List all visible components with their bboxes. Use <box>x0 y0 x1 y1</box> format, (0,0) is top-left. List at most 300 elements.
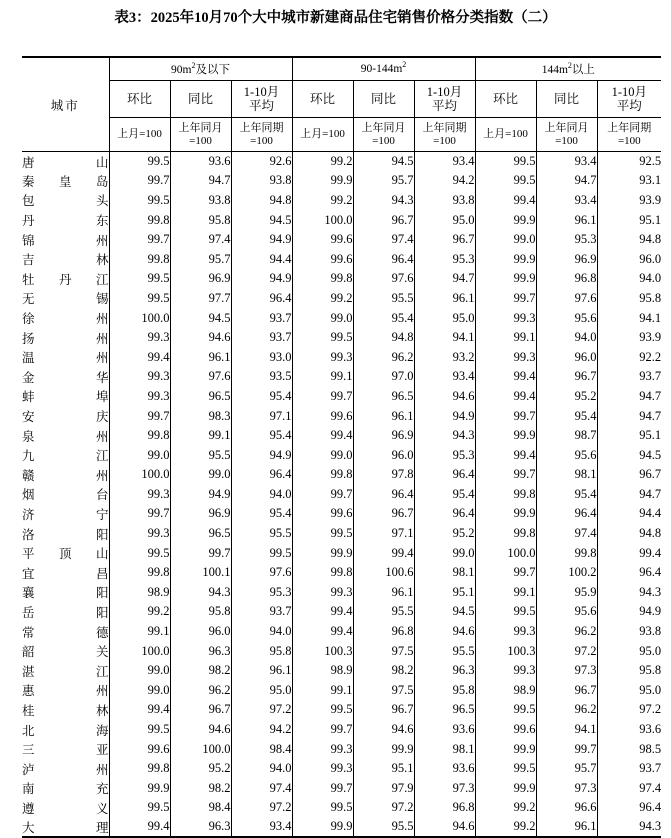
value-cell: 96.2 <box>353 347 414 367</box>
table-row <box>22 328 661 348</box>
value-cell: 96.4 <box>597 798 661 818</box>
group-label-sup-1: 2 <box>402 60 407 70</box>
value-cell: 99.0 <box>109 681 170 701</box>
value-cell: 99.5 <box>109 798 170 818</box>
city-name-cell: 济宁 <box>22 507 109 522</box>
table-row <box>22 289 661 309</box>
unit-g0-mom <box>109 118 170 152</box>
value-cell: 96.3 <box>414 661 475 681</box>
value-cell: 93.9 <box>597 328 661 348</box>
value-cell: 96.4 <box>597 563 661 583</box>
value-cell: 94.9 <box>414 406 475 426</box>
value-cell: 94.2 <box>414 171 475 191</box>
value-cell: 99.8 <box>475 485 536 505</box>
value-cell: 93.7 <box>597 367 661 387</box>
table-row <box>22 700 661 720</box>
value-cell: 99.8 <box>109 563 170 583</box>
value-cell: 95.6 <box>536 308 597 328</box>
value-cell: 99.3 <box>109 328 170 348</box>
value-cell: 96.0 <box>353 445 414 465</box>
value-cell: 99.3 <box>292 739 353 759</box>
value-cell: 95.5 <box>170 445 231 465</box>
unit-g0-yoy <box>170 118 231 152</box>
value-cell: 97.5 <box>353 681 414 701</box>
value-cell: 97.4 <box>353 230 414 250</box>
value-cell: 94.6 <box>414 622 475 642</box>
city-name-cell: 唐山 <box>22 155 109 170</box>
value-cell: 99.9 <box>109 779 170 799</box>
group-label-sup-2: 2 <box>567 61 572 71</box>
value-cell: 96.4 <box>353 249 414 269</box>
value-cell: 93.5 <box>231 367 292 387</box>
value-cell: 94.3 <box>414 426 475 446</box>
table-row <box>22 818 661 838</box>
value-cell: 96.7 <box>536 367 597 387</box>
table-row <box>22 720 661 740</box>
city-name-cell: 赣州 <box>22 468 109 483</box>
value-cell: 99.9 <box>475 249 536 269</box>
value-cell: 95.4 <box>231 387 292 407</box>
subheader-g1-avg-l2: 平均 <box>432 99 458 113</box>
header-group-row <box>22 57 661 81</box>
subheader-g2-avg-l1: 1-10月 <box>611 85 647 99</box>
value-cell: 93.1 <box>597 171 661 191</box>
value-cell: 99.5 <box>292 700 353 720</box>
value-cell: 93.2 <box>414 347 475 367</box>
unit-g1-avg-l1: 上年同期 <box>422 121 467 134</box>
value-cell: 96.5 <box>170 387 231 407</box>
city-name-cell: 北海 <box>22 723 109 738</box>
value-cell: 97.4 <box>231 779 292 799</box>
value-cell: 98.7 <box>536 426 597 446</box>
value-cell: 99.8 <box>109 426 170 446</box>
subheader-g0-yoy-l1: 同比 <box>187 92 213 106</box>
value-cell: 99.0 <box>170 465 231 485</box>
value-cell: 95.8 <box>597 661 661 681</box>
table-row <box>22 426 661 446</box>
value-cell: 96.0 <box>597 249 661 269</box>
subheader-g1-yoy <box>353 81 414 118</box>
value-cell: 99.5 <box>475 171 536 191</box>
unit-g0-avg-l2: =100 <box>250 134 273 147</box>
value-cell: 95.8 <box>231 641 292 661</box>
table-row <box>22 661 661 681</box>
table-row <box>22 465 661 485</box>
table-row <box>22 210 661 230</box>
value-cell: 99.5 <box>109 543 170 563</box>
value-cell: 94.9 <box>231 269 292 289</box>
value-cell: 99.6 <box>292 406 353 426</box>
table-body <box>22 152 661 838</box>
value-cell: 94.6 <box>170 328 231 348</box>
city-name-cell: 九江 <box>22 449 109 464</box>
value-cell: 94.5 <box>353 152 414 172</box>
value-cell: 98.2 <box>353 661 414 681</box>
value-cell: 98.1 <box>536 465 597 485</box>
value-cell: 95.5 <box>414 641 475 661</box>
value-cell: 99.7 <box>292 387 353 407</box>
value-cell: 97.2 <box>353 798 414 818</box>
value-cell: 96.1 <box>353 406 414 426</box>
value-cell: 99.1 <box>109 622 170 642</box>
value-cell: 93.4 <box>414 152 475 172</box>
value-cell: 93.4 <box>536 152 597 172</box>
unit-g2-yoy <box>536 118 597 152</box>
city-name-cell: 徐州 <box>22 312 109 327</box>
value-cell: 99.3 <box>475 347 536 367</box>
value-cell: 99.3 <box>109 485 170 505</box>
value-cell: 94.7 <box>597 406 661 426</box>
value-cell: 96.4 <box>231 465 292 485</box>
value-cell: 99.7 <box>292 720 353 740</box>
value-cell: 93.4 <box>414 367 475 387</box>
value-cell: 99.6 <box>475 720 536 740</box>
table-row <box>22 191 661 211</box>
value-cell: 95.8 <box>597 289 661 309</box>
value-cell: 99.2 <box>109 602 170 622</box>
value-cell: 98.1 <box>414 739 475 759</box>
value-cell: 93.7 <box>231 308 292 328</box>
value-cell: 93.7 <box>231 328 292 348</box>
value-cell: 96.1 <box>231 661 292 681</box>
value-cell: 99.1 <box>475 328 536 348</box>
value-cell: 96.1 <box>414 289 475 309</box>
table-row <box>22 504 661 524</box>
value-cell: 96.9 <box>170 269 231 289</box>
value-cell: 93.8 <box>231 171 292 191</box>
value-cell: 95.5 <box>231 524 292 544</box>
subheader-g1-mom <box>292 81 353 118</box>
value-cell: 96.7 <box>536 681 597 701</box>
value-cell: 93.8 <box>597 622 661 642</box>
value-cell: 94.1 <box>414 328 475 348</box>
value-cell: 100.0 <box>292 210 353 230</box>
value-cell: 98.9 <box>475 681 536 701</box>
value-cell: 97.2 <box>536 641 597 661</box>
city-name-cell: 扬州 <box>22 331 109 346</box>
value-cell: 99.3 <box>292 759 353 779</box>
value-cell: 94.9 <box>597 602 661 622</box>
table-row <box>22 347 661 367</box>
city-name-cell: 韶关 <box>22 645 109 660</box>
value-cell: 93.7 <box>597 759 661 779</box>
unit-g1-yoy <box>353 118 414 152</box>
value-cell: 99.2 <box>475 798 536 818</box>
value-cell: 95.6 <box>536 445 597 465</box>
value-cell: 99.5 <box>475 602 536 622</box>
city-name-cell: 南充 <box>22 782 109 797</box>
value-cell: 93.7 <box>231 602 292 622</box>
value-cell: 99.7 <box>292 485 353 505</box>
group-header-144-and-above <box>475 57 661 81</box>
value-cell: 93.8 <box>170 191 231 211</box>
value-cell: 100.0 <box>109 308 170 328</box>
value-cell: 95.1 <box>597 210 661 230</box>
value-cell: 99.5 <box>292 798 353 818</box>
value-cell: 97.2 <box>231 700 292 720</box>
value-cell: 96.9 <box>353 426 414 446</box>
value-cell: 97.4 <box>597 779 661 799</box>
value-cell: 96.7 <box>597 465 661 485</box>
value-cell: 93.6 <box>414 759 475 779</box>
table-row <box>22 485 661 505</box>
city-name-cell: 桂林 <box>22 703 109 718</box>
value-cell: 95.0 <box>414 308 475 328</box>
value-cell: 96.4 <box>414 504 475 524</box>
value-cell: 99.4 <box>292 622 353 642</box>
value-cell: 97.1 <box>353 524 414 544</box>
value-cell: 94.8 <box>353 328 414 348</box>
value-cell: 99.7 <box>292 779 353 799</box>
value-cell: 94.9 <box>231 230 292 250</box>
value-cell: 94.4 <box>597 504 661 524</box>
value-cell: 97.6 <box>536 289 597 309</box>
group-label-pre-0: 90m <box>171 64 192 76</box>
value-cell: 100.1 <box>170 563 231 583</box>
value-cell: 94.7 <box>597 387 661 407</box>
unit-g2-mom <box>475 118 536 152</box>
unit-g1-yoy-l1: 上年同月 <box>361 121 406 134</box>
city-name-cell: 岳阳 <box>22 605 109 620</box>
value-cell: 92.6 <box>231 152 292 172</box>
value-cell: 99.8 <box>536 543 597 563</box>
subheader-g1-yoy-l1: 同比 <box>370 92 396 106</box>
value-cell: 99.7 <box>109 230 170 250</box>
value-cell: 96.5 <box>414 700 475 720</box>
value-cell: 99.6 <box>109 739 170 759</box>
value-cell: 99.7 <box>109 171 170 191</box>
value-cell: 96.9 <box>170 504 231 524</box>
subheader-g0-avg <box>231 81 292 118</box>
value-cell: 99.0 <box>414 543 475 563</box>
value-cell: 96.7 <box>353 210 414 230</box>
value-cell: 97.6 <box>353 269 414 289</box>
value-cell: 99.4 <box>597 543 661 563</box>
value-cell: 97.4 <box>170 230 231 250</box>
value-cell: 99.7 <box>109 504 170 524</box>
value-cell: 94.8 <box>597 230 661 250</box>
table-container <box>0 56 671 838</box>
value-cell: 99.3 <box>292 347 353 367</box>
group-label-post-0: 及以下 <box>195 64 230 76</box>
value-cell: 94.4 <box>231 249 292 269</box>
unit-g1-avg-l2: =100 <box>433 134 456 147</box>
value-cell: 95.4 <box>536 406 597 426</box>
value-cell: 93.6 <box>414 720 475 740</box>
value-cell: 96.5 <box>353 387 414 407</box>
table-row <box>22 230 661 250</box>
value-cell: 99.5 <box>109 289 170 309</box>
subheader-g2-mom <box>475 81 536 118</box>
value-cell: 95.8 <box>170 602 231 622</box>
subheader-g2-yoy-l1: 同比 <box>554 92 580 106</box>
value-cell: 94.0 <box>231 485 292 505</box>
table-row <box>22 759 661 779</box>
value-cell: 95.3 <box>231 583 292 603</box>
value-cell: 99.4 <box>353 543 414 563</box>
value-cell: 99.4 <box>109 818 170 838</box>
city-name-cell: 安庆 <box>22 410 109 425</box>
value-cell: 100.0 <box>170 739 231 759</box>
value-cell: 96.7 <box>353 504 414 524</box>
value-cell: 98.2 <box>170 779 231 799</box>
value-cell: 94.1 <box>536 720 597 740</box>
table-row <box>22 563 661 583</box>
value-cell: 97.6 <box>231 563 292 583</box>
value-cell: 99.7 <box>475 563 536 583</box>
value-cell: 95.5 <box>353 818 414 838</box>
value-cell: 96.7 <box>353 700 414 720</box>
value-cell: 99.9 <box>475 210 536 230</box>
value-cell: 94.3 <box>170 583 231 603</box>
value-cell: 99.3 <box>292 583 353 603</box>
value-cell: 93.0 <box>231 347 292 367</box>
subheader-g2-avg-l2: 平均 <box>616 99 642 113</box>
value-cell: 99.1 <box>292 681 353 701</box>
value-cell: 99.8 <box>109 759 170 779</box>
value-cell: 96.2 <box>536 700 597 720</box>
subheader-g0-mom-l1: 环比 <box>126 92 152 106</box>
value-cell: 94.7 <box>597 485 661 505</box>
unit-g2-avg <box>597 118 661 152</box>
value-cell: 99.0 <box>292 308 353 328</box>
value-cell: 99.3 <box>109 367 170 387</box>
city-name-cell: 惠州 <box>22 684 109 699</box>
unit-g2-yoy-l1: 上年同月 <box>544 121 589 134</box>
value-cell: 98.3 <box>170 406 231 426</box>
value-cell: 96.0 <box>536 347 597 367</box>
value-cell: 98.2 <box>170 661 231 681</box>
subheader-g2-yoy <box>536 81 597 118</box>
table-header <box>22 57 661 152</box>
value-cell: 99.4 <box>292 426 353 446</box>
value-cell: 94.8 <box>231 191 292 211</box>
value-cell: 95.1 <box>597 426 661 446</box>
value-cell: 95.0 <box>414 210 475 230</box>
value-cell: 94.3 <box>597 583 661 603</box>
value-cell: 95.9 <box>536 583 597 603</box>
value-cell: 95.4 <box>536 485 597 505</box>
value-cell: 94.0 <box>231 759 292 779</box>
unit-g0-yoy-l2: =100 <box>189 134 212 147</box>
value-cell: 95.0 <box>597 641 661 661</box>
value-cell: 97.3 <box>536 661 597 681</box>
city-name-cell: 遵义 <box>22 801 109 816</box>
city-name-cell: 蚌埠 <box>22 390 109 405</box>
unit-g2-avg-l2: =100 <box>617 134 641 147</box>
subheader-g0-mom <box>109 81 170 118</box>
table-row <box>22 308 661 328</box>
value-cell: 97.4 <box>536 524 597 544</box>
value-cell: 99.7 <box>475 289 536 309</box>
value-cell: 95.7 <box>170 249 231 269</box>
subheader-g0-avg-l2: 平均 <box>248 99 274 113</box>
value-cell: 99.0 <box>109 445 170 465</box>
group-label-post-2: 以上 <box>571 64 595 76</box>
value-cell: 99.6 <box>292 230 353 250</box>
city-name-cell: 秦皇岛 <box>22 174 109 189</box>
value-cell: 96.3 <box>170 818 231 838</box>
value-cell: 99.8 <box>292 563 353 583</box>
value-cell: 99.9 <box>292 818 353 838</box>
group-label-pre-1: 90-144m <box>360 63 403 75</box>
value-cell: 99.9 <box>475 779 536 799</box>
value-cell: 93.4 <box>536 191 597 211</box>
value-cell: 99.3 <box>475 661 536 681</box>
value-cell: 99.8 <box>109 249 170 269</box>
value-cell: 95.0 <box>597 681 661 701</box>
table-row <box>22 406 661 426</box>
value-cell: 94.5 <box>170 308 231 328</box>
value-cell: 99.5 <box>475 759 536 779</box>
unit-g0-avg <box>231 118 292 152</box>
value-cell: 96.2 <box>170 681 231 701</box>
value-cell: 97.7 <box>170 289 231 309</box>
value-cell: 100.6 <box>353 563 414 583</box>
value-cell: 97.1 <box>231 406 292 426</box>
value-cell: 99.6 <box>292 249 353 269</box>
city-name-cell: 襄阳 <box>22 586 109 601</box>
subheader-g1-mom-l1: 环比 <box>309 92 335 106</box>
city-column-header: 城市 <box>22 57 109 152</box>
value-cell: 99.4 <box>475 445 536 465</box>
value-cell: 99.9 <box>292 543 353 563</box>
city-name-cell: 包头 <box>22 194 109 209</box>
value-cell: 95.4 <box>231 426 292 446</box>
value-cell: 92.5 <box>597 152 661 172</box>
group-header-90-144 <box>292 57 475 81</box>
city-name-cell: 烟台 <box>22 488 109 503</box>
value-cell: 95.0 <box>231 681 292 701</box>
unit-g2-avg-l1: 上年同期 <box>607 121 652 134</box>
value-cell: 96.0 <box>170 622 231 642</box>
value-cell: 99.9 <box>475 426 536 446</box>
value-cell: 96.7 <box>170 700 231 720</box>
value-cell: 95.4 <box>231 504 292 524</box>
value-cell: 99.8 <box>292 269 353 289</box>
subheader-g0-yoy <box>170 81 231 118</box>
value-cell: 99.4 <box>109 700 170 720</box>
value-cell: 97.2 <box>597 700 661 720</box>
value-cell: 99.4 <box>292 602 353 622</box>
value-cell: 95.1 <box>414 583 475 603</box>
value-cell: 99.4 <box>109 347 170 367</box>
group-label-pre-2: 144m <box>541 64 568 76</box>
value-cell: 95.3 <box>536 230 597 250</box>
value-cell: 99.3 <box>109 387 170 407</box>
value-cell: 99.8 <box>109 210 170 230</box>
value-cell: 98.5 <box>597 739 661 759</box>
value-cell: 99.0 <box>292 445 353 465</box>
table-row <box>22 681 661 701</box>
unit-g1-mom-l1: 上月=100 <box>300 128 345 140</box>
value-cell: 97.8 <box>353 465 414 485</box>
value-cell: 97.5 <box>353 641 414 661</box>
value-cell: 99.5 <box>292 328 353 348</box>
table-row <box>22 152 661 172</box>
value-cell: 100.2 <box>536 563 597 583</box>
value-cell: 98.9 <box>109 583 170 603</box>
value-cell: 100.0 <box>109 641 170 661</box>
value-cell: 94.9 <box>231 445 292 465</box>
unit-g0-yoy-l1: 上年同月 <box>178 121 223 134</box>
value-cell: 99.7 <box>475 406 536 426</box>
unit-g0-mom-l1: 上月=100 <box>117 128 162 140</box>
value-cell: 96.5 <box>170 524 231 544</box>
header-unit-row <box>22 118 661 152</box>
value-cell: 98.4 <box>231 739 292 759</box>
value-cell: 94.6 <box>353 720 414 740</box>
